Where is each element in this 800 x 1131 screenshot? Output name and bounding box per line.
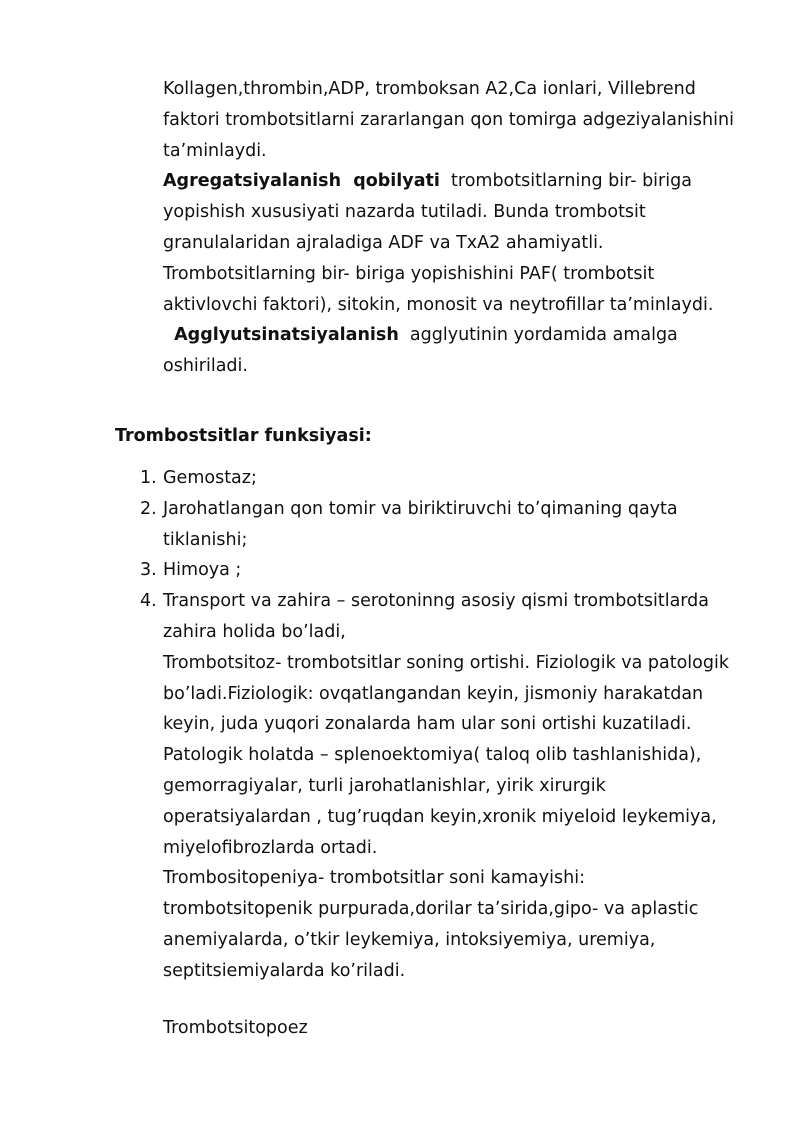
text-line: Transport va zahira – serotoninng asosiy qismi trombotsitlarda	[163, 591, 710, 612]
text-line: operatsiyalardan , tugʼruqdan keyin,xronik miyeloid leykemiya,	[163, 806, 717, 827]
text-line: trombotsitopenik purpurada,dorilar taʼsirida,gipo- va aplastic	[163, 899, 699, 920]
text-line: Trombotsitopoez	[163, 1018, 308, 1038]
text-line: faktori trombotsitlarni zararlangan qon tomirga adgeziyalanishini	[163, 109, 734, 130]
intro-paragraph	[163, 74, 763, 166]
text-line: Himoya ;	[163, 560, 242, 581]
text-line: gemorragiyalar, turli jarohatlanishlar, yirik xirurgik	[163, 775, 606, 796]
text-line: oshiriladi.	[163, 356, 248, 377]
text-line: Trombositopeniya- trombotsitlar soni kamayishi:	[163, 868, 585, 889]
functions-list	[140, 463, 760, 987]
text-line: Trombotsitoz- trombotsitlar soning ortishi. Fiziologik va patologik	[163, 652, 729, 673]
text-line: taʼminlaydi.	[163, 140, 267, 161]
text-line: septitsiemiyalarda koʼriladi.	[163, 960, 406, 981]
list-item	[140, 555, 760, 586]
text-line: miyelofibrozlarda ortadi.	[163, 837, 378, 858]
list-number: 2.	[140, 498, 157, 519]
text-line: Gemostaz;	[163, 468, 257, 488]
text-line: granulalaridan ajraladiga ADF va TxA2 ahamiyatli.	[163, 232, 604, 253]
text-line: keyin, juda yuqori zonalarda ham ular soni ortishi kuzatiladi.	[163, 714, 692, 735]
text-line: Kollagen,thrombin,ADP, tromboksan A2,Ca ionlari, Villebrend	[163, 79, 696, 99]
agglutination-paragraph	[163, 320, 763, 382]
text-fragment: agglyutinin yordamida amalga	[398, 325, 678, 346]
text-line: tiklanishi;	[163, 529, 248, 550]
list-item	[140, 586, 760, 986]
list-number: 1.	[140, 468, 157, 488]
list-item	[140, 463, 760, 494]
agglutination-term: Agglyutsinatsiyalanish	[174, 325, 399, 346]
text-line: Jarohatlangan qon tomir va biriktiruvchi toʼqimaning qayta	[163, 498, 678, 519]
aggregation-paragraph	[163, 166, 763, 320]
text-line: aktivlovchi faktori), sitokin, monosit va neytrofillar taʼminlaydi.	[163, 294, 714, 315]
text-line: Trombotsitlarning bir- biriga yopishishini PAF( trombotsit	[163, 263, 655, 284]
text-line: anemiyalarda, oʼtkir leykemiya, intoksiyemiya, uremiya,	[163, 929, 656, 950]
text-line: boʼladi.Fiziologik: ovqatlangandan keyin, jismoniy harakatdan	[163, 683, 704, 704]
text-line: Patologik holatda – splenoektomiya( taloq olib tashlanishida),	[163, 745, 702, 766]
trailing-paragraph	[163, 1013, 763, 1044]
text-line: zahira holida boʼladi,	[163, 621, 346, 642]
text-line	[163, 166, 763, 197]
text-line: yopishish xususiyati nazarda tutiladi. Bunda trombotsit	[163, 202, 646, 223]
list-item	[140, 494, 760, 556]
section-heading: Trombostsitlar funksiyasi:	[115, 426, 372, 446]
list-number: 3.	[140, 560, 157, 581]
text-fragment: trombotsitlarning bir- biriga	[439, 171, 692, 192]
list-number: 4.	[140, 591, 157, 612]
aggregation-term: Agregatsiyalanish qobilyati	[163, 171, 440, 192]
text-line	[163, 320, 763, 351]
